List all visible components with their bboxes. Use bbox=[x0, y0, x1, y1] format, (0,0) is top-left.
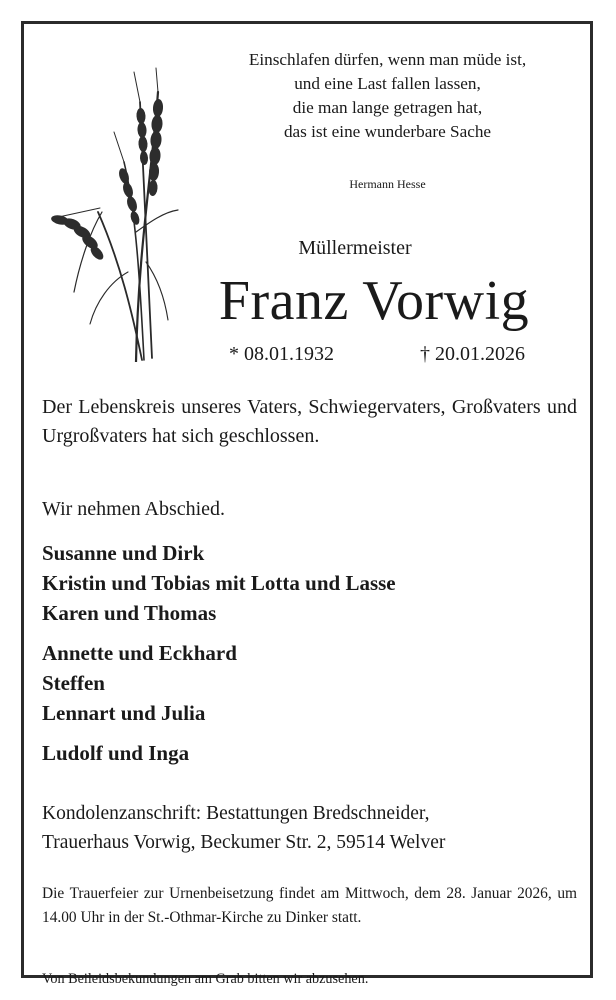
mourner-name: Lennart und Julia bbox=[42, 701, 206, 725]
mourner-group bbox=[42, 638, 577, 728]
condolence-address bbox=[42, 799, 577, 857]
mourner-name: Steffen bbox=[42, 671, 105, 695]
deceased-name: Franz Vorwig bbox=[218, 270, 530, 332]
service-info: Die Trauerfeier zur Urnenbeisetzung findet am Mittwoch, dem 28. Januar 2026, um 14.00 Uhr in der St.-Othmar-Kirche zu Dinker statt. bbox=[42, 885, 577, 926]
mourner-group bbox=[42, 738, 577, 768]
birth-date: * 08.01.1932 bbox=[229, 343, 334, 365]
mourners-list bbox=[42, 538, 577, 778]
intro-text: Der Lebenskreis unseres Vaters, Schwiegervaters, Großvaters und Urgroßvaters hat sich geschlossen. bbox=[42, 396, 577, 447]
mourner-name: Ludolf und Inga bbox=[42, 741, 190, 765]
poem bbox=[206, 48, 569, 144]
deceased-profession: Müllermeister bbox=[298, 237, 412, 259]
mourner-name: Karen und Thomas bbox=[42, 601, 217, 625]
address-line: Kondolenzanschrift: Bestattungen Bredschneider, bbox=[42, 803, 430, 824]
poem-line: das ist eine wunderbare Sache bbox=[283, 122, 492, 141]
poem-line: die man lange getragen hat, bbox=[292, 98, 483, 117]
mourner-name: Annette und Eckhard bbox=[42, 641, 237, 665]
poem-line: und eine Last fallen lassen, bbox=[294, 74, 481, 93]
address-line: Trauerhaus Vorwig, Beckumer Str. 2, 59514 Welver bbox=[42, 832, 446, 853]
poem-line: Einschlafen dürfen, wenn man müde ist, bbox=[248, 50, 527, 69]
poem-author: Hermann Hesse bbox=[349, 177, 426, 191]
mourner-name: Kristin und Tobias mit Lotta und Lasse bbox=[42, 571, 396, 595]
wheat-icon bbox=[40, 62, 190, 362]
obituary-notice bbox=[21, 21, 593, 987]
farewell-text: Wir nehmen Abschied. bbox=[42, 498, 226, 520]
mourner-name: Susanne und Dirk bbox=[42, 541, 205, 565]
closing-note: Von Beileidsbekundungen am Grab bitten wir abzusehen. bbox=[42, 971, 369, 987]
death-date: † 20.01.2026 bbox=[420, 343, 525, 365]
mourner-group bbox=[42, 538, 577, 628]
